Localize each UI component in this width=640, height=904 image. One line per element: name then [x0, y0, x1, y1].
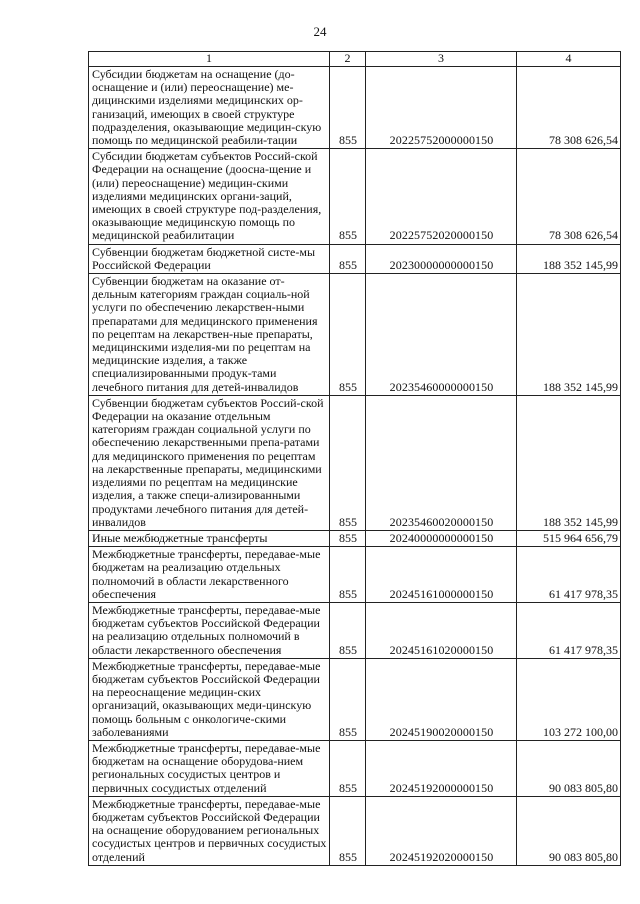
table-row	[89, 395, 621, 530]
row-admin-code: 855	[330, 149, 366, 244]
row-amount: 103 272 100,00	[517, 658, 621, 740]
row-name: Субвенции бюджетам бюджетной систе-мы Российской Федерации	[89, 244, 330, 273]
page-number: 24	[313, 24, 327, 39]
row-name: Межбюджетные трансферты, передавае-мые бюджетам на реализацию отдельных полномочий в области лекарственного обеспечения	[89, 547, 330, 603]
row-name: Субвенции бюджетам на оказание от-дельным категориям граждан социаль-ной услуги по обеспечению лекарствен-ными препаратами для медицинского применения по рецептам на лекарствен-ные препараты, медицинскими изделия-ми по рецептам на медицинские изделия, а также специализированными продук-тами лечебного питания для детей-инвалидов	[89, 274, 330, 396]
row-admin-code: 855	[330, 244, 366, 273]
row-amount: 90 083 805,80	[517, 796, 621, 865]
row-admin-code: 855	[330, 395, 366, 530]
row-amount: 61 417 978,35	[517, 602, 621, 658]
row-budget-code: 20235460000000150	[366, 274, 517, 396]
row-admin-code: 855	[330, 658, 366, 740]
row-budget-code: 20230000000000150	[366, 244, 517, 273]
row-name: Межбюджетные трансферты, передавае-мые бюджетам субъектов Российской Федерации на переоснащение медицин-ских организаций, оказывающих меди-цинскую помощь больным с онкологиче-скими заболеваниями	[89, 658, 330, 740]
row-budget-code: 20245161020000150	[366, 602, 517, 658]
table-row	[89, 67, 621, 149]
row-admin-code: 855	[330, 796, 366, 865]
row-admin-code: 855	[330, 530, 366, 546]
row-admin-code: 855	[330, 740, 366, 796]
row-amount: 61 417 978,35	[517, 547, 621, 603]
row-budget-code: 20225752000000150	[366, 67, 517, 149]
header-col-4: 4	[517, 52, 621, 67]
row-budget-code: 20245161000000150	[366, 547, 517, 603]
header-row	[89, 52, 621, 67]
row-admin-code: 855	[330, 67, 366, 149]
budget-table	[88, 51, 621, 866]
row-name: Субсидии бюджетам субъектов Россий-ской Федерации на оснащение (доосна-щение и (или) переоснащение) медицин-скими изделиями медицинских органи-заций, имеющих в своей структуре под-разделения, оказывающие медицинскую помощь по медицинской реабилитации	[89, 149, 330, 244]
table-row	[89, 274, 621, 396]
row-name: Субвенции бюджетам субъектов Россий-ской Федерации на оказание отдельным категориям граждан социальной услуги по обеспечению лекарственными препа-ратами для медицинского применения по рецептам на лекарственные препараты, медицинскими изделиями по рецептам на медицинские изделия, а также специ-ализированными продуктами лечебного питания для детей-инвалидов	[89, 395, 330, 530]
row-admin-code: 855	[330, 274, 366, 396]
table-row	[89, 796, 621, 865]
table-row	[89, 244, 621, 273]
row-budget-code: 20245192020000150	[366, 796, 517, 865]
row-amount: 78 308 626,54	[517, 149, 621, 244]
table-row	[89, 530, 621, 546]
header-col-1: 1	[89, 52, 330, 67]
header-col-3: 3	[366, 52, 517, 67]
table-row	[89, 740, 621, 796]
row-budget-code: 20240000000000150	[366, 530, 517, 546]
row-budget-code: 20225752020000150	[366, 149, 517, 244]
row-name: Межбюджетные трансферты, передавае-мые бюджетам субъектов Российской Федерации на оснащение оборудованием региональных сосудистых центров и первичных сосудистых отделений	[89, 796, 330, 865]
row-budget-code: 20245190020000150	[366, 658, 517, 740]
row-budget-code: 20245192000000150	[366, 740, 517, 796]
row-name: Субсидии бюджетам на оснащение (до-оснащение и (или) переоснащение) ме-дицинскими изделиями медицинских ор-ганизаций, имеющих в своей структуре подразделения, оказывающие медицин-скую помощь по медицинской реабили-тации	[89, 67, 330, 149]
row-amount: 90 083 805,80	[517, 740, 621, 796]
row-admin-code: 855	[330, 547, 366, 603]
table-row	[89, 149, 621, 244]
table-row	[89, 547, 621, 603]
row-amount: 188 352 145,99	[517, 274, 621, 396]
row-amount: 188 352 145,99	[517, 244, 621, 273]
row-name: Межбюджетные трансферты, передавае-мые бюджетам на оснащение оборудова-нием региональных сосудистых центров и первичных сосудистых отделений	[89, 740, 330, 796]
row-budget-code: 20235460020000150	[366, 395, 517, 530]
header-col-2: 2	[330, 52, 366, 67]
row-name: Межбюджетные трансферты, передавае-мые бюджетам субъектов Российской Федерации на реализацию отдельных полномочий в области лекарственного обеспечения	[89, 602, 330, 658]
row-amount: 78 308 626,54	[517, 67, 621, 149]
row-name: Иные межбюджетные трансферты	[89, 530, 330, 546]
row-amount: 515 964 656,79	[517, 530, 621, 546]
table-row	[89, 658, 621, 740]
table-row	[89, 602, 621, 658]
row-amount: 188 352 145,99	[517, 395, 621, 530]
row-admin-code: 855	[330, 602, 366, 658]
